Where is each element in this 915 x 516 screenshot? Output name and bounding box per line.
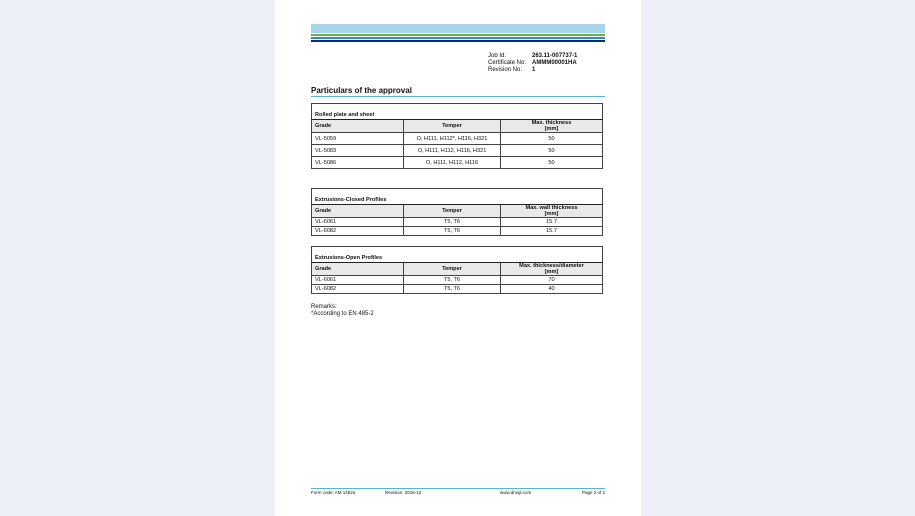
- closed-profiles-table: [311, 188, 603, 236]
- cell-grade: VL-5086: [312, 157, 404, 169]
- cell-grade: VL-6082: [312, 227, 404, 236]
- table-row: [312, 145, 603, 157]
- table-row: [312, 227, 603, 236]
- revision-value: 1: [532, 66, 536, 73]
- cell-temper: O, H111, H112, H116: [404, 157, 501, 169]
- table-row: [312, 157, 603, 169]
- certificate-label: Certificate No:: [488, 59, 527, 66]
- job-id-value: 263.11-007737-1: [532, 53, 578, 59]
- revision-label: Revision No:: [488, 66, 523, 73]
- cell-grade: VL-6061: [312, 276, 404, 285]
- certificate-value: AMMM00001HA: [532, 59, 577, 66]
- cell-grade: VL-5059: [312, 133, 404, 145]
- header-band-blue: [311, 37, 605, 39]
- table-row: [312, 218, 603, 227]
- table-row: [312, 285, 603, 294]
- cell-thickness: 70: [501, 276, 603, 285]
- cell-thickness: 15.7: [501, 218, 603, 227]
- cell-temper: T5, T6: [404, 227, 501, 236]
- open-profiles-table: [311, 246, 603, 294]
- footer-form-code: Form code: AM 1462a: [311, 490, 356, 495]
- header-band-navy: [311, 40, 605, 42]
- column-header-temper: Temper: [404, 263, 501, 276]
- column-header-thickness: Max. wall thickness [mm]: [501, 205, 603, 218]
- remarks-label: Remarks:: [311, 304, 337, 310]
- cell-grade: VL-6061: [312, 218, 404, 227]
- cell-temper: T5, T6: [404, 218, 501, 227]
- footer-revision: Revision: 2016-12: [384, 490, 422, 495]
- table-caption: Extrusions-Closed Profiles: [312, 189, 603, 205]
- job-id-label: Job Id:: [488, 53, 507, 59]
- document-page: [275, 0, 641, 516]
- column-header-thickness: Max. thickness [mm]: [501, 120, 603, 133]
- cell-thickness: 50: [501, 145, 603, 157]
- footer-page-number: Page 2 of 2: [581, 490, 605, 495]
- cell-temper: O, H111, H112*, H116, H321: [404, 133, 501, 145]
- cell-thickness: 50: [501, 157, 603, 169]
- footer-website: www.dnvgl.com: [499, 490, 532, 495]
- column-header-grade: Grade: [312, 120, 404, 133]
- column-header-thickness: Max. thickness/diameter [mm]: [501, 263, 603, 276]
- cell-temper: T5, T6: [404, 276, 501, 285]
- remarks-text: *According to EN 485-2: [311, 311, 374, 317]
- cell-thickness: 40: [501, 285, 603, 294]
- table-caption: Extrusions-Open Profiles: [312, 247, 603, 263]
- cell-grade: VL-5083: [312, 145, 404, 157]
- column-header-grade: Grade: [312, 205, 404, 218]
- column-header-temper: Temper: [404, 205, 501, 218]
- header-band-green: [311, 34, 605, 36]
- cell-temper: O, H111, H112, H116, H321: [404, 145, 501, 157]
- table-caption: Rolled plate and sheet: [312, 104, 603, 120]
- section-title: Particulars of the approval: [311, 86, 605, 97]
- table-row: [312, 276, 603, 285]
- rolled-plate-table: [311, 103, 603, 169]
- header-band-light: [311, 24, 605, 33]
- cell-thickness: 50: [501, 133, 603, 145]
- column-header-grade: Grade: [312, 263, 404, 276]
- column-header-temper: Temper: [404, 120, 501, 133]
- document-meta: [488, 53, 577, 73]
- cell-thickness: 15.7: [501, 227, 603, 236]
- table-row: [312, 133, 603, 145]
- page-footer: [311, 488, 605, 495]
- cell-temper: T5, T6: [404, 285, 501, 294]
- remarks: [311, 304, 374, 318]
- cell-grade: VL-6082: [312, 285, 404, 294]
